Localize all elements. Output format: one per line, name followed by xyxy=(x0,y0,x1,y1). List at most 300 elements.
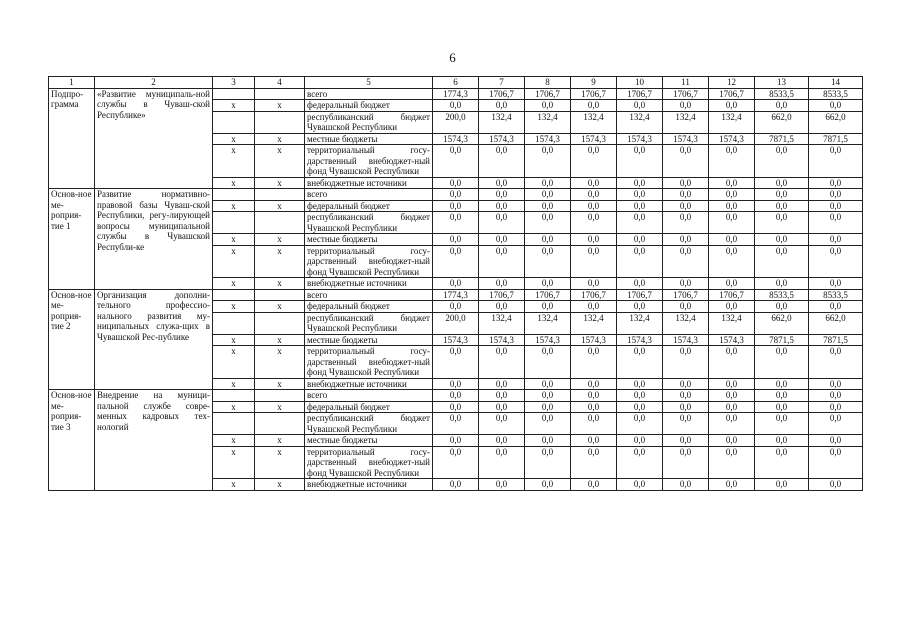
funding-source: всего xyxy=(305,390,433,402)
value-cell: 0,0 xyxy=(617,245,663,278)
value-cell: 0,0 xyxy=(571,435,617,447)
value-cell: 0,0 xyxy=(571,390,617,402)
cell-col4: x xyxy=(255,145,305,178)
value-cell: 0,0 xyxy=(525,446,571,479)
value-cell: 132,4 xyxy=(617,312,663,334)
value-cell: 0,0 xyxy=(755,301,809,313)
cell-col4: x xyxy=(255,177,305,189)
cell-col3: x xyxy=(213,177,255,189)
cell-col3 xyxy=(213,88,255,100)
value-cell: 0,0 xyxy=(479,177,525,189)
cell-col4: x xyxy=(255,378,305,390)
value-cell: 662,0 xyxy=(809,111,863,133)
funding-source: территориальный госу-дарственный внебюджет-ный фонд Чувашской Республики xyxy=(305,145,433,178)
funding-source: местные бюджеты xyxy=(305,133,433,145)
value-cell: 0,0 xyxy=(617,390,663,402)
value-cell: 0,0 xyxy=(663,212,709,234)
value-cell: 0,0 xyxy=(433,401,479,413)
value-cell: 132,4 xyxy=(571,111,617,133)
value-cell: 0,0 xyxy=(479,189,525,201)
table-row xyxy=(49,88,863,100)
funding-source: внебюджетные источники xyxy=(305,177,433,189)
cell-col4: x xyxy=(255,435,305,447)
value-cell: 1706,7 xyxy=(617,88,663,100)
value-cell: 0,0 xyxy=(479,200,525,212)
value-cell: 0,0 xyxy=(709,200,755,212)
value-cell: 0,0 xyxy=(479,234,525,246)
funding-source: местные бюджеты xyxy=(305,334,433,346)
value-cell: 0,0 xyxy=(809,200,863,212)
value-cell: 0,0 xyxy=(755,177,809,189)
value-cell: 0,0 xyxy=(525,346,571,379)
value-cell: 0,0 xyxy=(617,200,663,212)
value-cell: 0,0 xyxy=(709,378,755,390)
value-cell: 132,4 xyxy=(479,312,525,334)
value-cell: 0,0 xyxy=(709,435,755,447)
value-cell: 0,0 xyxy=(479,346,525,379)
value-cell: 0,0 xyxy=(809,234,863,246)
value-cell: 0,0 xyxy=(617,301,663,313)
value-cell: 0,0 xyxy=(809,346,863,379)
cell-col3: x xyxy=(213,435,255,447)
value-cell: 0,0 xyxy=(433,145,479,178)
value-cell: 0,0 xyxy=(433,200,479,212)
value-cell: 0,0 xyxy=(755,278,809,290)
value-cell: 0,0 xyxy=(709,100,755,112)
value-cell: 0,0 xyxy=(525,212,571,234)
section-description: Организация дополни-тельного профессио-нального развития му-ниципальных служа-щих в Чувашской Рес-публике xyxy=(95,289,213,390)
cell-col4: x xyxy=(255,278,305,290)
value-cell: 0,0 xyxy=(809,378,863,390)
value-cell: 0,0 xyxy=(709,278,755,290)
value-cell: 0,0 xyxy=(571,212,617,234)
cell-col4: x xyxy=(255,100,305,112)
cell-col3: x xyxy=(213,245,255,278)
value-cell: 0,0 xyxy=(525,413,571,435)
value-cell: 0,0 xyxy=(663,446,709,479)
value-cell: 0,0 xyxy=(663,245,709,278)
cell-col3: x xyxy=(213,278,255,290)
value-cell: 0,0 xyxy=(479,413,525,435)
value-cell: 7871,5 xyxy=(755,334,809,346)
value-cell: 0,0 xyxy=(709,446,755,479)
value-cell: 0,0 xyxy=(479,301,525,313)
value-cell: 0,0 xyxy=(809,189,863,201)
value-cell: 200,0 xyxy=(433,111,479,133)
value-cell: 0,0 xyxy=(663,413,709,435)
value-cell: 0,0 xyxy=(571,479,617,491)
funding-source: местные бюджеты xyxy=(305,435,433,447)
section-title: Основ-ное ме-роприя-тие 2 xyxy=(49,289,95,390)
cell-col3: x xyxy=(213,334,255,346)
column-number-header: 4 xyxy=(255,77,305,89)
value-cell: 0,0 xyxy=(663,234,709,246)
value-cell: 0,0 xyxy=(479,212,525,234)
table-row xyxy=(49,189,863,201)
table-row xyxy=(49,390,863,402)
cell-col4 xyxy=(255,88,305,100)
value-cell: 0,0 xyxy=(479,278,525,290)
value-cell: 0,0 xyxy=(809,212,863,234)
value-cell: 0,0 xyxy=(571,401,617,413)
value-cell: 0,0 xyxy=(663,301,709,313)
value-cell: 0,0 xyxy=(709,189,755,201)
funding-source: республиканский бюджет Чувашской Республики xyxy=(305,111,433,133)
value-cell: 0,0 xyxy=(617,189,663,201)
value-cell: 0,0 xyxy=(755,346,809,379)
value-cell: 0,0 xyxy=(571,245,617,278)
cell-col4: x xyxy=(255,346,305,379)
value-cell: 0,0 xyxy=(755,212,809,234)
funding-source: внебюджетные источники xyxy=(305,378,433,390)
column-number-header: 3 xyxy=(213,77,255,89)
value-cell: 0,0 xyxy=(755,401,809,413)
value-cell: 0,0 xyxy=(709,234,755,246)
cell-col3 xyxy=(213,289,255,301)
value-cell: 1774,3 xyxy=(433,289,479,301)
cell-col4 xyxy=(255,390,305,402)
value-cell: 1574,3 xyxy=(525,133,571,145)
value-cell: 0,0 xyxy=(571,301,617,313)
column-number-header: 9 xyxy=(571,77,617,89)
section-description: Развитие нормативно-правовой базы Чуваш-ской Республики, регу-лирующей вопросы муниципальной службы в Чувашской Республи-ке xyxy=(95,189,213,290)
value-cell: 0,0 xyxy=(525,177,571,189)
value-cell: 0,0 xyxy=(479,390,525,402)
value-cell: 0,0 xyxy=(709,145,755,178)
funding-source: федеральный бюджет xyxy=(305,301,433,313)
section-title: Основ-ное ме-роприя-тие 1 xyxy=(49,189,95,290)
value-cell: 8533,5 xyxy=(755,289,809,301)
value-cell: 0,0 xyxy=(809,177,863,189)
value-cell: 0,0 xyxy=(433,301,479,313)
value-cell: 0,0 xyxy=(663,390,709,402)
column-number-header: 12 xyxy=(709,77,755,89)
funding-source: федеральный бюджет xyxy=(305,401,433,413)
funding-source: внебюджетные источники xyxy=(305,278,433,290)
funding-source: республиканский бюджет Чувашской Республики xyxy=(305,413,433,435)
cell-col4 xyxy=(255,413,305,435)
value-cell: 1706,7 xyxy=(571,289,617,301)
funding-source: местные бюджеты xyxy=(305,234,433,246)
value-cell: 0,0 xyxy=(571,200,617,212)
value-cell: 1574,3 xyxy=(571,334,617,346)
column-number-header: 7 xyxy=(479,77,525,89)
value-cell: 1574,3 xyxy=(709,334,755,346)
value-cell: 0,0 xyxy=(525,234,571,246)
value-cell: 0,0 xyxy=(571,278,617,290)
value-cell: 132,4 xyxy=(663,111,709,133)
value-cell: 0,0 xyxy=(809,446,863,479)
value-cell: 0,0 xyxy=(709,301,755,313)
value-cell: 0,0 xyxy=(617,413,663,435)
value-cell: 0,0 xyxy=(709,390,755,402)
value-cell: 1706,7 xyxy=(479,289,525,301)
funding-source: федеральный бюджет xyxy=(305,200,433,212)
cell-col3 xyxy=(213,212,255,234)
value-cell: 0,0 xyxy=(571,100,617,112)
value-cell: 0,0 xyxy=(617,446,663,479)
value-cell: 1574,3 xyxy=(433,334,479,346)
value-cell: 0,0 xyxy=(479,479,525,491)
column-number-header: 1 xyxy=(49,77,95,89)
value-cell: 0,0 xyxy=(479,401,525,413)
value-cell: 0,0 xyxy=(479,435,525,447)
value-cell: 0,0 xyxy=(525,378,571,390)
value-cell: 0,0 xyxy=(663,378,709,390)
value-cell: 0,0 xyxy=(809,435,863,447)
value-cell: 0,0 xyxy=(755,435,809,447)
value-cell: 0,0 xyxy=(755,446,809,479)
funding-source: всего xyxy=(305,289,433,301)
cell-col4: x xyxy=(255,334,305,346)
value-cell: 0,0 xyxy=(709,212,755,234)
cell-col3: x xyxy=(213,401,255,413)
value-cell: 0,0 xyxy=(433,245,479,278)
value-cell: 0,0 xyxy=(525,435,571,447)
cell-col4 xyxy=(255,111,305,133)
cell-col4: x xyxy=(255,234,305,246)
value-cell: 0,0 xyxy=(525,200,571,212)
value-cell: 0,0 xyxy=(663,100,709,112)
value-cell: 0,0 xyxy=(571,234,617,246)
cell-col3 xyxy=(213,390,255,402)
value-cell: 0,0 xyxy=(433,378,479,390)
column-number-header: 2 xyxy=(95,77,213,89)
funding-source: территориальный госу-дарственный внебюджет-ный фонд Чувашской Республики xyxy=(305,346,433,379)
value-cell: 1574,3 xyxy=(617,334,663,346)
value-cell: 132,4 xyxy=(525,111,571,133)
value-cell: 0,0 xyxy=(571,446,617,479)
value-cell: 0,0 xyxy=(617,212,663,234)
column-number-header: 10 xyxy=(617,77,663,89)
column-number-header: 5 xyxy=(305,77,433,89)
value-cell: 1574,3 xyxy=(479,133,525,145)
cell-col3: x xyxy=(213,133,255,145)
value-cell: 0,0 xyxy=(433,390,479,402)
cell-col3 xyxy=(213,312,255,334)
value-cell: 0,0 xyxy=(809,245,863,278)
cell-col4: x xyxy=(255,401,305,413)
cell-col3 xyxy=(213,413,255,435)
value-cell: 0,0 xyxy=(433,234,479,246)
value-cell: 1706,7 xyxy=(663,289,709,301)
value-cell: 1774,3 xyxy=(433,88,479,100)
value-cell: 0,0 xyxy=(709,177,755,189)
value-cell: 0,0 xyxy=(571,145,617,178)
value-cell: 0,0 xyxy=(433,212,479,234)
funding-source: территориальный госу-дарственный внебюджет-ный фонд Чувашской Республики xyxy=(305,446,433,479)
cell-col4 xyxy=(255,212,305,234)
funding-source: республиканский бюджет Чувашской Республики xyxy=(305,212,433,234)
value-cell: 0,0 xyxy=(809,278,863,290)
header-row xyxy=(49,77,863,89)
value-cell: 0,0 xyxy=(617,145,663,178)
value-cell: 0,0 xyxy=(525,479,571,491)
value-cell: 0,0 xyxy=(809,390,863,402)
value-cell: 0,0 xyxy=(663,346,709,379)
cell-col3 xyxy=(213,111,255,133)
value-cell: 1574,3 xyxy=(571,133,617,145)
value-cell: 200,0 xyxy=(433,312,479,334)
value-cell: 0,0 xyxy=(663,177,709,189)
value-cell: 1706,7 xyxy=(571,88,617,100)
value-cell: 0,0 xyxy=(663,145,709,178)
column-number-header: 13 xyxy=(755,77,809,89)
value-cell: 0,0 xyxy=(617,234,663,246)
value-cell: 0,0 xyxy=(525,401,571,413)
value-cell: 0,0 xyxy=(479,145,525,178)
value-cell: 1706,7 xyxy=(663,88,709,100)
value-cell: 0,0 xyxy=(525,301,571,313)
budget-table xyxy=(48,76,863,491)
value-cell: 132,4 xyxy=(525,312,571,334)
value-cell: 1706,7 xyxy=(709,88,755,100)
cell-col3: x xyxy=(213,479,255,491)
value-cell: 0,0 xyxy=(809,479,863,491)
value-cell: 0,0 xyxy=(663,200,709,212)
value-cell: 0,0 xyxy=(809,100,863,112)
value-cell: 0,0 xyxy=(809,413,863,435)
value-cell: 0,0 xyxy=(709,401,755,413)
cell-col4: x xyxy=(255,301,305,313)
cell-col4: x xyxy=(255,133,305,145)
section-title: Основ-ное ме-роприя-тие 3 xyxy=(49,390,95,491)
value-cell: 0,0 xyxy=(755,234,809,246)
cell-col3: x xyxy=(213,100,255,112)
value-cell: 0,0 xyxy=(525,189,571,201)
value-cell: 0,0 xyxy=(709,245,755,278)
value-cell: 0,0 xyxy=(809,145,863,178)
page-number: 6 xyxy=(449,50,456,65)
value-cell: 1706,7 xyxy=(525,289,571,301)
value-cell: 0,0 xyxy=(525,145,571,178)
funding-source: внебюджетные источники xyxy=(305,479,433,491)
cell-col3: x xyxy=(213,145,255,178)
value-cell: 0,0 xyxy=(617,346,663,379)
value-cell: 0,0 xyxy=(479,100,525,112)
value-cell: 0,0 xyxy=(433,346,479,379)
cell-col4: x xyxy=(255,245,305,278)
cell-col4 xyxy=(255,189,305,201)
value-cell: 662,0 xyxy=(755,111,809,133)
value-cell: 0,0 xyxy=(755,479,809,491)
value-cell: 7871,5 xyxy=(755,133,809,145)
value-cell: 7871,5 xyxy=(809,334,863,346)
cell-col3: x xyxy=(213,378,255,390)
value-cell: 0,0 xyxy=(755,378,809,390)
value-cell: 0,0 xyxy=(755,390,809,402)
value-cell: 0,0 xyxy=(571,346,617,379)
value-cell: 0,0 xyxy=(433,278,479,290)
value-cell: 132,4 xyxy=(571,312,617,334)
value-cell: 0,0 xyxy=(755,245,809,278)
value-cell: 132,4 xyxy=(479,111,525,133)
cell-col3: x xyxy=(213,301,255,313)
funding-source: всего xyxy=(305,189,433,201)
value-cell: 0,0 xyxy=(433,413,479,435)
value-cell: 0,0 xyxy=(525,278,571,290)
table-row xyxy=(49,289,863,301)
value-cell: 8533,5 xyxy=(809,289,863,301)
cell-col4: x xyxy=(255,446,305,479)
value-cell: 0,0 xyxy=(433,446,479,479)
value-cell: 0,0 xyxy=(755,145,809,178)
value-cell: 0,0 xyxy=(755,189,809,201)
value-cell: 0,0 xyxy=(755,413,809,435)
value-cell: 1574,3 xyxy=(709,133,755,145)
column-number-header: 6 xyxy=(433,77,479,89)
value-cell: 0,0 xyxy=(755,200,809,212)
value-cell: 0,0 xyxy=(663,401,709,413)
value-cell: 0,0 xyxy=(525,100,571,112)
value-cell: 0,0 xyxy=(617,100,663,112)
value-cell: 1574,3 xyxy=(663,133,709,145)
value-cell: 0,0 xyxy=(479,245,525,278)
value-cell: 0,0 xyxy=(617,378,663,390)
value-cell: 1574,3 xyxy=(617,133,663,145)
value-cell: 0,0 xyxy=(571,413,617,435)
cell-col4 xyxy=(255,312,305,334)
value-cell: 0,0 xyxy=(525,390,571,402)
section-description: «Развитие муниципаль-ной службы в Чуваш-ской Республике» xyxy=(95,88,213,189)
value-cell: 132,4 xyxy=(709,111,755,133)
value-cell: 132,4 xyxy=(709,312,755,334)
value-cell: 0,0 xyxy=(617,177,663,189)
section-description: Внедрение на муници-пальной службе совре-менных кадровых тех-нологий xyxy=(95,390,213,491)
cell-col3: x xyxy=(213,200,255,212)
cell-col3: x xyxy=(213,446,255,479)
value-cell: 1706,7 xyxy=(525,88,571,100)
value-cell: 0,0 xyxy=(571,378,617,390)
value-cell: 0,0 xyxy=(663,435,709,447)
value-cell: 1574,3 xyxy=(479,334,525,346)
value-cell: 0,0 xyxy=(663,278,709,290)
value-cell: 1574,3 xyxy=(525,334,571,346)
value-cell: 0,0 xyxy=(709,479,755,491)
column-number-header: 14 xyxy=(809,77,863,89)
value-cell: 0,0 xyxy=(809,401,863,413)
value-cell: 1574,3 xyxy=(663,334,709,346)
value-cell: 0,0 xyxy=(525,245,571,278)
value-cell: 0,0 xyxy=(433,435,479,447)
value-cell: 0,0 xyxy=(617,479,663,491)
value-cell: 1574,3 xyxy=(433,133,479,145)
value-cell: 0,0 xyxy=(809,301,863,313)
cell-col3: x xyxy=(213,234,255,246)
value-cell: 1706,7 xyxy=(479,88,525,100)
value-cell: 0,0 xyxy=(617,435,663,447)
value-cell: 0,0 xyxy=(479,378,525,390)
value-cell: 662,0 xyxy=(809,312,863,334)
value-cell: 0,0 xyxy=(433,189,479,201)
value-cell: 0,0 xyxy=(617,278,663,290)
value-cell: 0,0 xyxy=(617,401,663,413)
section-title: Подпро-грамма xyxy=(49,88,95,189)
value-cell: 0,0 xyxy=(433,177,479,189)
column-number-header: 11 xyxy=(663,77,709,89)
funding-source: республиканский бюджет Чувашской Республики xyxy=(305,312,433,334)
cell-col4 xyxy=(255,289,305,301)
value-cell: 0,0 xyxy=(479,446,525,479)
funding-source: территориальный госу-дарственный внебюджет-ный фонд Чувашской Республики xyxy=(305,245,433,278)
cell-col4: x xyxy=(255,200,305,212)
cell-col4: x xyxy=(255,479,305,491)
cell-col3: x xyxy=(213,346,255,379)
value-cell: 1706,7 xyxy=(617,289,663,301)
value-cell: 0,0 xyxy=(571,177,617,189)
value-cell: 132,4 xyxy=(617,111,663,133)
value-cell: 0,0 xyxy=(433,100,479,112)
